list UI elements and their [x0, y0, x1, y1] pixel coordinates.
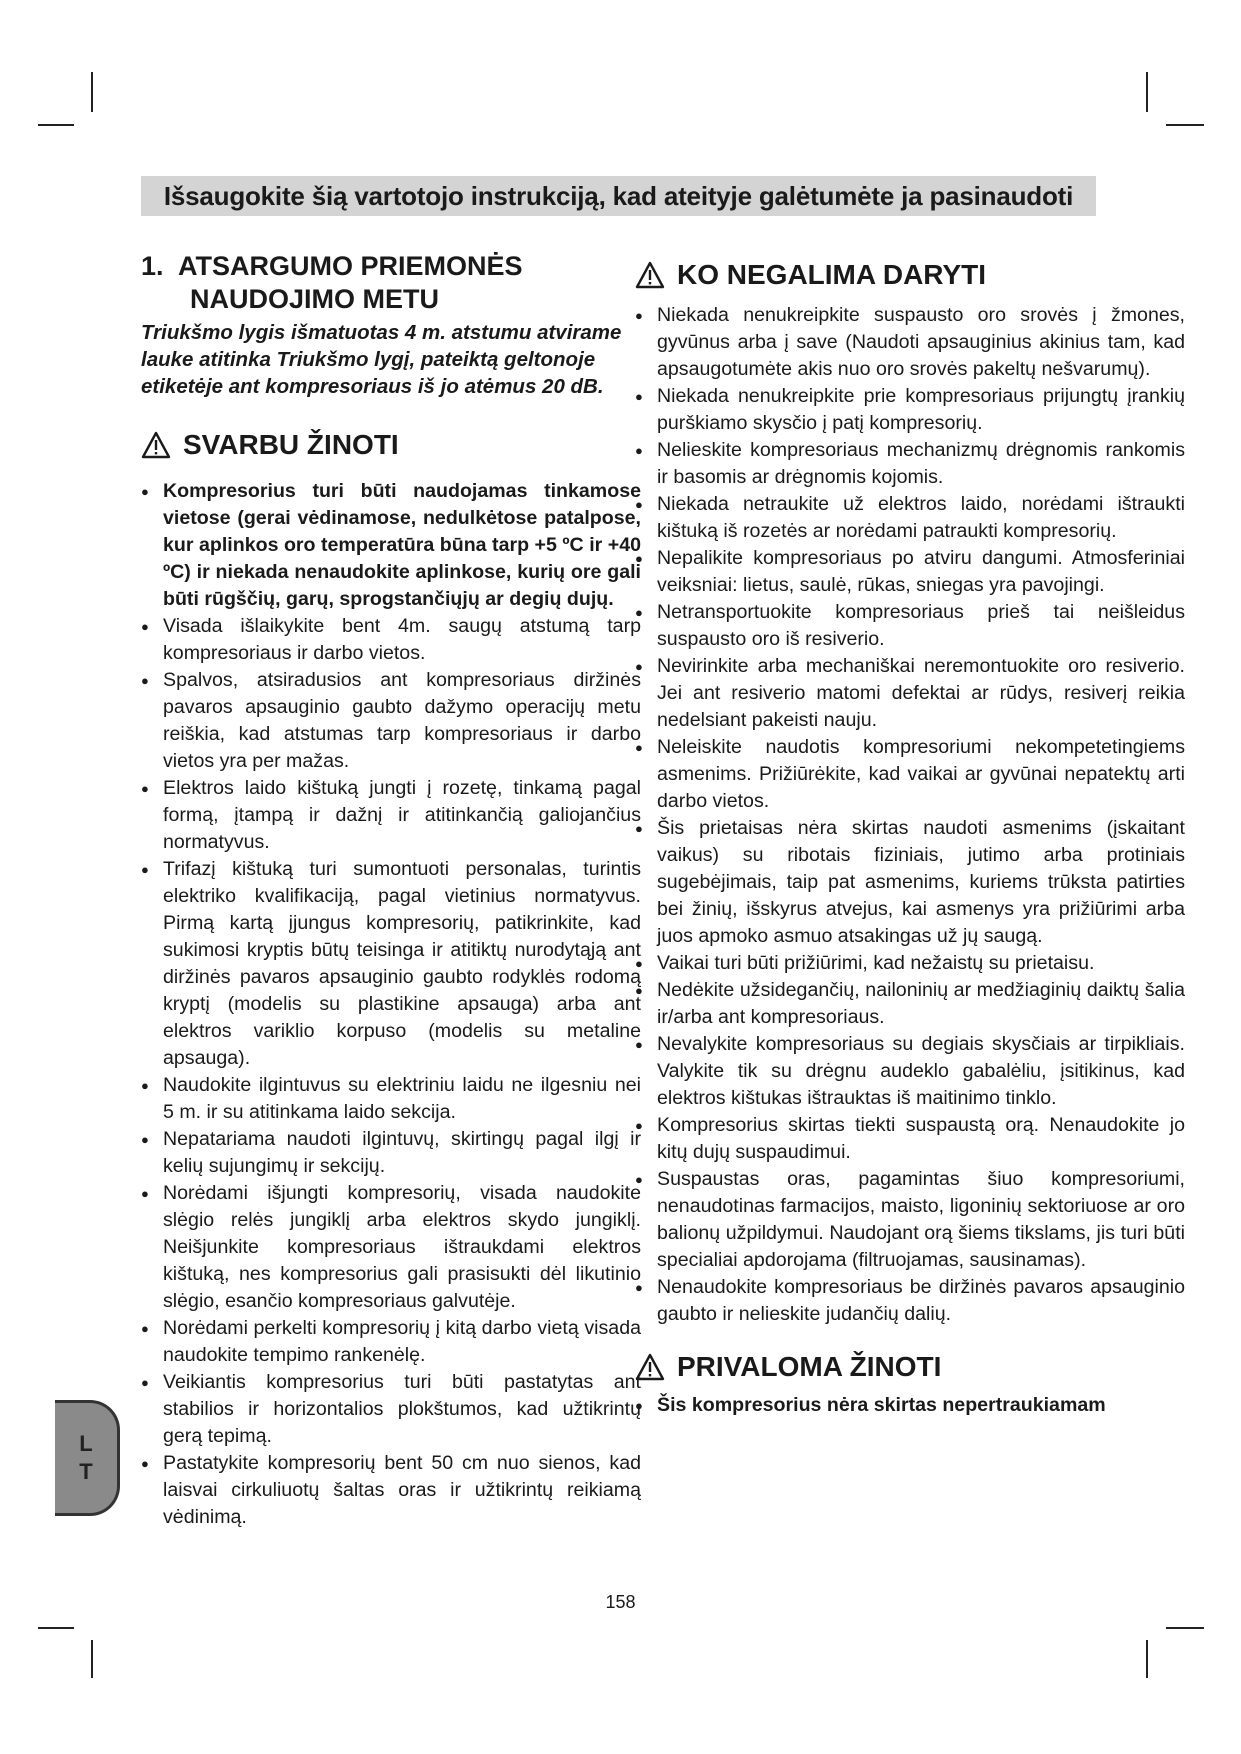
list-item: ● Šis kompresorius nėra skirtas nepertraukiamam: [635, 1392, 1185, 1419]
warning-triangle-icon: [635, 1353, 665, 1381]
list-item: ● Netransportuokite kompresoriaus prieš tai neišleidus suspausto oro iš resiverio.: [635, 599, 1185, 653]
list-item: ● Nepalikite kompresoriaus po atviru dangumi. Atmosferiniai veiksniai: lietus, saulė, rūkas, sniegas yra pavojingi.: [635, 545, 1185, 599]
crop-mark: [1146, 1640, 1148, 1678]
language-tab-letter: T: [79, 1459, 93, 1484]
list-item: ● Nevirinkite arba mechaniškai neremontuokite oro resiverio. Jei ant resiverio matomi defektai ar rūdys, resiverį reikia nedelsiant pakeisti nauju.: [635, 653, 1185, 734]
list-item: ● Spalvos, atsiradusios ant kompresoriaus diržinės pavaros apsauginio gaubto dažymo operacijų metu reiškia, kad atstumas tarp kompresoriaus ir darbo vietos yra per mažas.: [141, 667, 641, 775]
negalima-heading: [635, 258, 1185, 292]
negalima-list: [635, 302, 1185, 1328]
list-item: ● Trifazį kištuką turi sumontuoti personalas, turintis elektriko kvalifikaciją, pagal vietinius normatyvus. Pirmą kartą įjungus kompresorių, patikrinkite, kad sukimosi kryptis būtų teisinga ir atitiktų nurodytąją ant diržinės pavaros apsauginio gaubto rodyklės rodomą kryptį (modelis su plastikine apsauga) arba ant elektros variklio korpuso (modelis su metaline apsauga).: [141, 856, 641, 1072]
left-column: [141, 250, 641, 1531]
negalima-heading-text: KO NEGALIMA DARYTI: [677, 259, 987, 290]
privaloma-list: [635, 1392, 1185, 1419]
list-item: ● Suspaustas oras, pagamintas šiuo kompresoriumi, nenaudotinas farmacijos, maisto, ligoninių sektoriuose ar oro balionų užpildymui. Naudojant orą šiems tikslams, jis turi būti specialiai apdorojama (filtruojamas, sausinamas).: [635, 1166, 1185, 1274]
crop-mark: [38, 1627, 74, 1629]
right-column: [635, 258, 1185, 1419]
list-item: ● Norėdami perkelti kompresorių į kitą darbo vietą visada naudokite tempimo rankenėlę.: [141, 1315, 641, 1369]
list-item: ● Vaikai turi būti prižiūrimi, kad nežaistų su prietaisu.: [635, 950, 1185, 977]
list-item: ● Niekada netraukite už elektros laido, norėdami ištraukti kištuką iš rozetės ar norėdami patraukti kompresorių.: [635, 491, 1185, 545]
list-item: ● Naudokite ilgintuvus su elektriniu laidu ne ilgesniu nei 5 m. ir su atitinkama laido sekcija.: [141, 1072, 641, 1126]
list-item: ● Niekada nenukreipkite suspausto oro srovės į žmones, gyvūnus arba į save (Naudoti apsauginius akinius tam, kad apsaugotumėte akis nuo oro srovės pakeltų nešvarumų).: [635, 302, 1185, 383]
list-item: ● Elektros laido kištuką jungti į rozetę, tinkamą pagal formą, įtampą ir dažnį ir atitinkančią galiojančius normatyvus.: [141, 775, 641, 856]
list-item: ● Norėdami išjungti kompresorių, visada naudokite slėgio relės jungiklį arba elektros skydo jungiklį. Neišjunkite kompresoriaus ištraukdami elektros kištuką, nes kompresorius gali prasisukti dėl likutinio slėgio, esančio kompresoriaus galvutėje.: [141, 1180, 641, 1315]
list-item: ● Nepatariama naudoti ilgintuvų, skirtingų pagal ilgį ir kelių sujungimų ir sekcijų.: [141, 1126, 641, 1180]
list-item: ● Šis prietaisas nėra skirtas naudoti asmenims (įskaitant vaikus) su ribotais fiziniais, jutimo arba protiniais sugebėjimais, taip pat asmenims, kuriems trūksta patirties bei žinių, išskyrus atvejus, kai asmenys yra prižiūrimi arba juos apmoko asmuo atsakingas už jų saugą.: [635, 815, 1185, 950]
crop-mark: [91, 1640, 93, 1678]
svarbu-list: [141, 478, 641, 1531]
list-item: ● Veikiantis kompresorius turi būti pastatytas ant stabilios ir horizontalios plokštumos, kad užtikrintų gerą tepimą.: [141, 1369, 641, 1450]
section-number: 1.: [141, 251, 164, 281]
list-item: ● Nenaudokite kompresoriaus be diržinės pavaros apsauginio gaubto ir nelieskite judančių dalių.: [635, 1274, 1185, 1328]
list-item: ● Nelieskite kompresoriaus mechanizmų drėgnomis rankomis ir basomis ar drėgnomis kojomis.: [635, 437, 1185, 491]
section-title-text: [178, 250, 523, 316]
list-item: ● Visada išlaikykite bent 4m. saugų atstumą tarp kompresoriaus ir darbo vietos.: [141, 613, 641, 667]
page-number: 158: [605, 1592, 636, 1612]
list-item: ● Niekada nenukreipkite prie kompresoriaus prijungtų įrankių purškiamo skysčio į patį kompresorių.: [635, 383, 1185, 437]
crop-mark: [1166, 1627, 1204, 1629]
svarbu-heading-text: SVARBU ŽINOTI: [183, 429, 399, 460]
privaloma-heading: [635, 1350, 1185, 1384]
list-item: ● Neleiskite naudotis kompresoriumi nekompetetingiems asmenims. Prižiūrėkite, kad vaikai ar gyvūnai nepatektų arti darbo vietos.: [635, 734, 1185, 815]
crop-mark: [38, 124, 74, 126]
language-tab: [55, 1400, 120, 1516]
list-item: ● Kompresorius turi būti naudojamas tinkamose vietose (gerai vėdinamose, nedulkėtose patalpose, kur aplinkos oro temperatūra būna tarp +5 ºC ir +40 ºC) ir niekada nenaudokite aplinkose, kurių ore gali būti rūgščių, garų, sprogstančiųjų ar degių dujų.: [141, 478, 641, 613]
crop-mark: [1166, 124, 1204, 126]
header-banner: Išsaugokite šią vartotojo instrukciją, kad ateityje galėtumėte ja pasinaudoti: [141, 176, 1096, 216]
warning-triangle-icon: [635, 261, 665, 289]
section-title-line1: ATSARGUMO PRIEMONĖS: [178, 251, 523, 281]
list-item: ● Nedėkite užsidegančių, nailoninių ar medžiaginių daiktų šalia ir/arba ant kompresoriaus.: [635, 977, 1185, 1031]
language-tab-letter: L: [79, 1431, 93, 1456]
noise-level-note: Triukšmo lygis išmatuotas 4 m. atstumu atvirame lauke atitinka Triukšmo lygį, pateiktą geltonoje etiketėje ant kompresoriaus iš jo atėmus 20 dB.: [141, 321, 622, 398]
section-title-line2: NAUDOJIMO METU: [190, 284, 439, 314]
svarbu-heading: [141, 428, 641, 462]
privaloma-heading-text: PRIVALOMA ŽINOTI: [677, 1351, 942, 1382]
crop-mark: [1146, 72, 1148, 112]
list-item: ● Kompresorius skirtas tiekti suspaustą orą. Nenaudokite jo kitų dujų suspaudimui.: [635, 1112, 1185, 1166]
crop-mark: [91, 72, 93, 112]
list-item: ● Nevalykite kompresoriaus su degiais skysčiais ar tirpikliais. Valykite tik su drėgnu audeklo gabalėliu, įsitikinus, kad elektros kištukas ištrauktas iš maitinimo tinklo.: [635, 1031, 1185, 1112]
warning-triangle-icon: [141, 431, 171, 459]
list-item: ● Pastatykite kompresorių bent 50 cm nuo sienos, kad laisvai cirkuliuotų šaltas oras ir užtikrintų reikiamą vėdinimą.: [141, 1450, 641, 1531]
section-title: [141, 250, 641, 316]
